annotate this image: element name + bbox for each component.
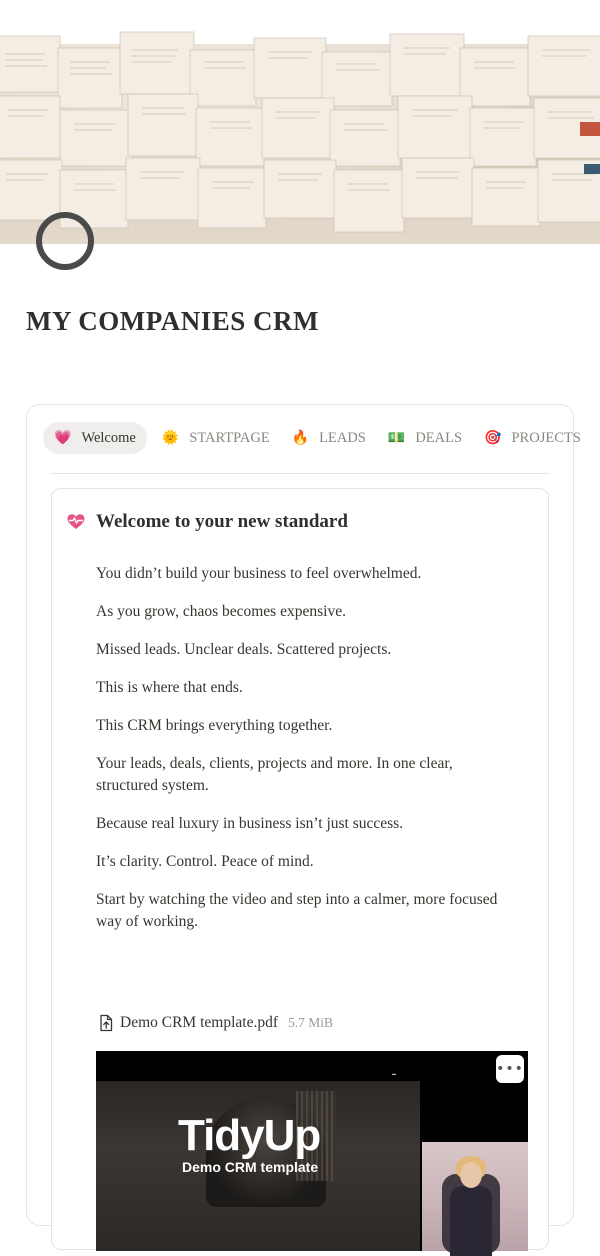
paragraph: Missed leads. Unclear deals. Scattered projects.	[96, 641, 392, 658]
heart-pulse-icon	[66, 512, 86, 532]
open-books-cover-art	[0, 44, 600, 244]
tabbed-content-card	[26, 404, 581, 1226]
paragraph: You didn’t build your business to feel overwhelmed.	[96, 565, 422, 582]
tab-bar	[43, 421, 581, 455]
sun-icon: 🌞	[161, 430, 180, 446]
file-name: Demo CRM template.pdf	[120, 1014, 278, 1031]
video-embed[interactable]	[96, 1051, 528, 1251]
tab-label: Welcome	[81, 429, 136, 446]
target-icon: 🎯	[484, 430, 502, 446]
welcome-heading-row	[66, 511, 348, 533]
tab-divider	[51, 473, 549, 474]
tab-projects[interactable]	[473, 422, 592, 454]
tab-deals[interactable]	[377, 422, 473, 454]
paragraph: Start by watching the video and step into a calmer, more focused way of working.	[96, 891, 498, 930]
page-title[interactable]: MY COMPANIES CRM	[26, 306, 319, 336]
page-icon-circle[interactable]	[36, 212, 94, 270]
paragraph: This is where that ends.	[96, 679, 243, 696]
tab-welcome[interactable]	[43, 422, 147, 454]
paragraph: This CRM brings everything together.	[96, 717, 333, 734]
welcome-body	[96, 563, 516, 949]
welcome-heading: Welcome to your new standard	[96, 511, 348, 532]
paragraph: Your leads, deals, clients, projects and more. In one clear, structured system.	[96, 755, 453, 794]
tab-leads[interactable]	[281, 422, 377, 454]
pip-head	[460, 1162, 482, 1188]
file-size: 5.7 MiB	[288, 1015, 334, 1030]
file-attachment[interactable]	[96, 1013, 333, 1033]
pip-body	[450, 1186, 492, 1256]
more-options-button[interactable]: •••	[496, 1055, 524, 1083]
tab-label: STARTPAGE	[189, 429, 270, 446]
video-watermark: ▬	[392, 1071, 396, 1076]
paragraph: As you grow, chaos becomes expensive.	[96, 603, 346, 620]
paragraph: Because real luxury in business isn’t just success.	[96, 815, 404, 832]
dollar-bill-icon: 💵	[387, 430, 406, 446]
tab-label: DEALS	[415, 429, 463, 446]
tab-startpage[interactable]	[151, 422, 281, 454]
pink-heart-icon: 💗	[54, 430, 72, 446]
file-upload-icon	[96, 1013, 116, 1033]
cover-image[interactable]	[0, 44, 600, 244]
video-presenter-pip	[422, 1142, 528, 1251]
tab-label: LEADS	[319, 429, 366, 446]
fire-icon: 🔥	[291, 430, 310, 446]
paragraph: It’s clarity. Control. Peace of mind.	[96, 853, 314, 870]
video-brand-title: TidyUp	[178, 1111, 321, 1160]
video-subtitle: Demo CRM template	[182, 1159, 319, 1175]
welcome-callout	[51, 488, 549, 1250]
tab-label: PROJECTS	[511, 429, 581, 446]
